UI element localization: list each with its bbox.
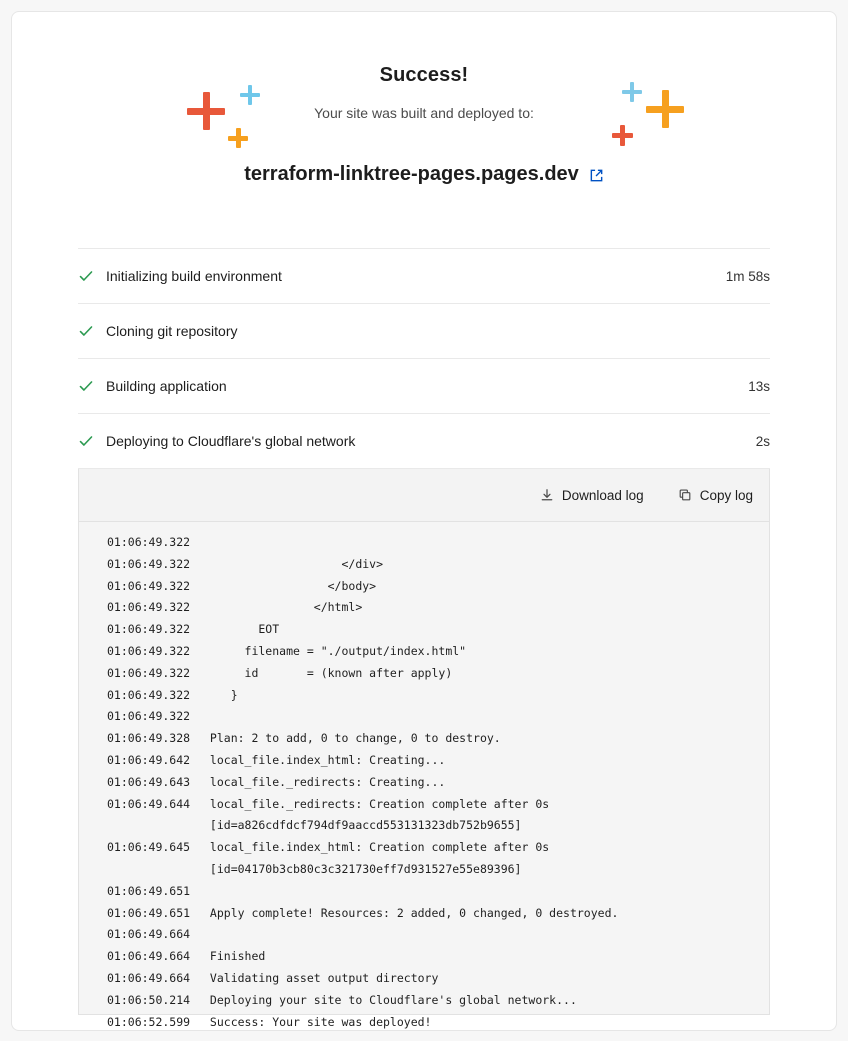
log-line <box>79 554 769 576</box>
site-url-link[interactable]: terraform-linktree-pages.pages.dev <box>244 163 579 185</box>
success-subtitle: Your site was built and deployed to: <box>314 105 534 121</box>
log-message: Deploying your site to Cloudflare's global network... <box>203 992 577 1007</box>
log-timestamp <box>107 859 203 881</box>
log-timestamp <box>107 815 203 837</box>
log-message: local_file._redirects: Creating... <box>203 774 446 789</box>
build-step[interactable] <box>78 304 770 359</box>
build-step-label: Initializing build environment <box>106 268 282 284</box>
copy-icon <box>678 488 692 502</box>
log-message: Finished <box>203 949 266 964</box>
log-line <box>79 750 769 772</box>
download-log-button[interactable] <box>538 484 646 507</box>
log-timestamp: 01:06:49.322 <box>107 600 191 615</box>
log-timestamp: 01:06:49.642 <box>107 752 191 767</box>
log-line <box>79 1012 769 1034</box>
log-line <box>79 772 769 794</box>
log-timestamp: 01:06:49.322 <box>107 578 191 593</box>
log-line <box>79 815 769 837</box>
log-timestamp: 01:06:50.214 <box>107 992 191 1007</box>
log-message: local_file._redirects: Creation complete after 0s <box>203 796 550 811</box>
log-timestamp: 01:06:49.322 <box>107 665 191 680</box>
check-icon <box>78 268 94 284</box>
log-line <box>79 924 769 946</box>
success-header <box>12 12 836 186</box>
log-timestamp: 01:06:49.322 <box>107 687 191 702</box>
log-message: filename = "./output/index.html" <box>203 643 467 658</box>
log-message: local_file.index_html: Creation complete after 0s <box>203 840 550 855</box>
page-title: Success! <box>379 64 469 86</box>
check-icon <box>78 323 94 339</box>
log-message: } <box>203 687 238 702</box>
build-step-label: Cloning git repository <box>106 323 238 339</box>
log-timestamp: 01:06:49.322 <box>107 535 191 549</box>
log-line <box>79 685 769 707</box>
build-step-duration: 2s <box>755 433 770 449</box>
log-line <box>79 881 769 903</box>
log-message: Success: Your site was deployed! <box>203 1014 432 1029</box>
log-message: Apply complete! Resources: 2 added, 0 changed, 0 destroyed. <box>203 905 619 920</box>
log-line <box>79 837 769 859</box>
log-message: Validating asset output directory <box>203 970 439 985</box>
log-timestamp: 01:06:49.643 <box>107 774 191 789</box>
log-message: Plan: 2 to add, 0 to change, 0 to destroy. <box>203 731 501 746</box>
log-timestamp: 01:06:49.664 <box>107 927 191 942</box>
build-step-duration: 13s <box>748 378 770 394</box>
build-step-label: Deploying to Cloudflare's global network <box>106 433 356 449</box>
log-message: </div> <box>203 556 384 571</box>
log-line <box>79 619 769 641</box>
log-line <box>79 946 769 968</box>
build-log-panel <box>78 469 770 1029</box>
log-line <box>79 663 769 685</box>
build-steps-list <box>78 248 770 469</box>
build-step-duration: 1m 58s <box>725 268 770 284</box>
log-line <box>79 990 769 1012</box>
check-icon <box>78 433 94 449</box>
external-link-icon[interactable] <box>589 168 604 183</box>
log-line <box>79 576 769 598</box>
log-timestamp: 01:06:49.651 <box>107 883 191 898</box>
log-timestamp: 01:06:49.322 <box>107 556 191 571</box>
build-step[interactable] <box>78 414 770 469</box>
log-message: </html> <box>203 600 363 615</box>
download-log-label: Download log <box>561 487 644 503</box>
log-message: [id=a826cdfdcf794df9aaccd553131323db752b9655] <box>203 818 522 833</box>
log-line <box>79 859 769 881</box>
deployment-success-card <box>11 11 837 1031</box>
log-timestamp: 01:06:49.322 <box>107 622 191 637</box>
log-line <box>79 968 769 990</box>
log-line <box>79 597 769 619</box>
download-icon <box>540 488 554 502</box>
copy-log-button[interactable] <box>676 484 755 507</box>
build-log-output[interactable] <box>79 522 769 1029</box>
build-step[interactable] <box>78 359 770 414</box>
log-message: [id=04170b3cb80c3c321730eff7d931527e55e89396] <box>203 861 522 876</box>
log-message: </body> <box>203 578 377 593</box>
log-message: EOT <box>203 622 280 637</box>
log-line <box>79 903 769 925</box>
log-message: local_file.index_html: Creating... <box>203 752 446 767</box>
log-timestamp: 01:06:49.322 <box>107 709 191 724</box>
log-timestamp: 01:06:49.645 <box>107 840 191 855</box>
log-line <box>79 794 769 816</box>
log-timestamp: 01:06:52.599 <box>107 1014 191 1029</box>
log-line <box>79 532 769 554</box>
log-line <box>79 728 769 750</box>
log-timestamp: 01:06:49.322 <box>107 643 191 658</box>
copy-log-label: Copy log <box>699 487 753 503</box>
log-message: id = (known after apply) <box>203 665 453 680</box>
log-timestamp: 01:06:49.644 <box>107 796 191 811</box>
log-timestamp: 01:06:49.328 <box>107 731 191 746</box>
check-icon <box>78 378 94 394</box>
build-step-label: Building application <box>106 378 227 394</box>
log-timestamp: 01:06:49.651 <box>107 905 191 920</box>
log-toolbar <box>79 469 769 522</box>
log-line <box>79 706 769 728</box>
log-timestamp: 01:06:49.664 <box>107 970 191 985</box>
site-url-row <box>12 163 836 186</box>
build-step[interactable] <box>78 248 770 304</box>
log-timestamp: 01:06:49.664 <box>107 949 191 964</box>
log-line <box>79 641 769 663</box>
